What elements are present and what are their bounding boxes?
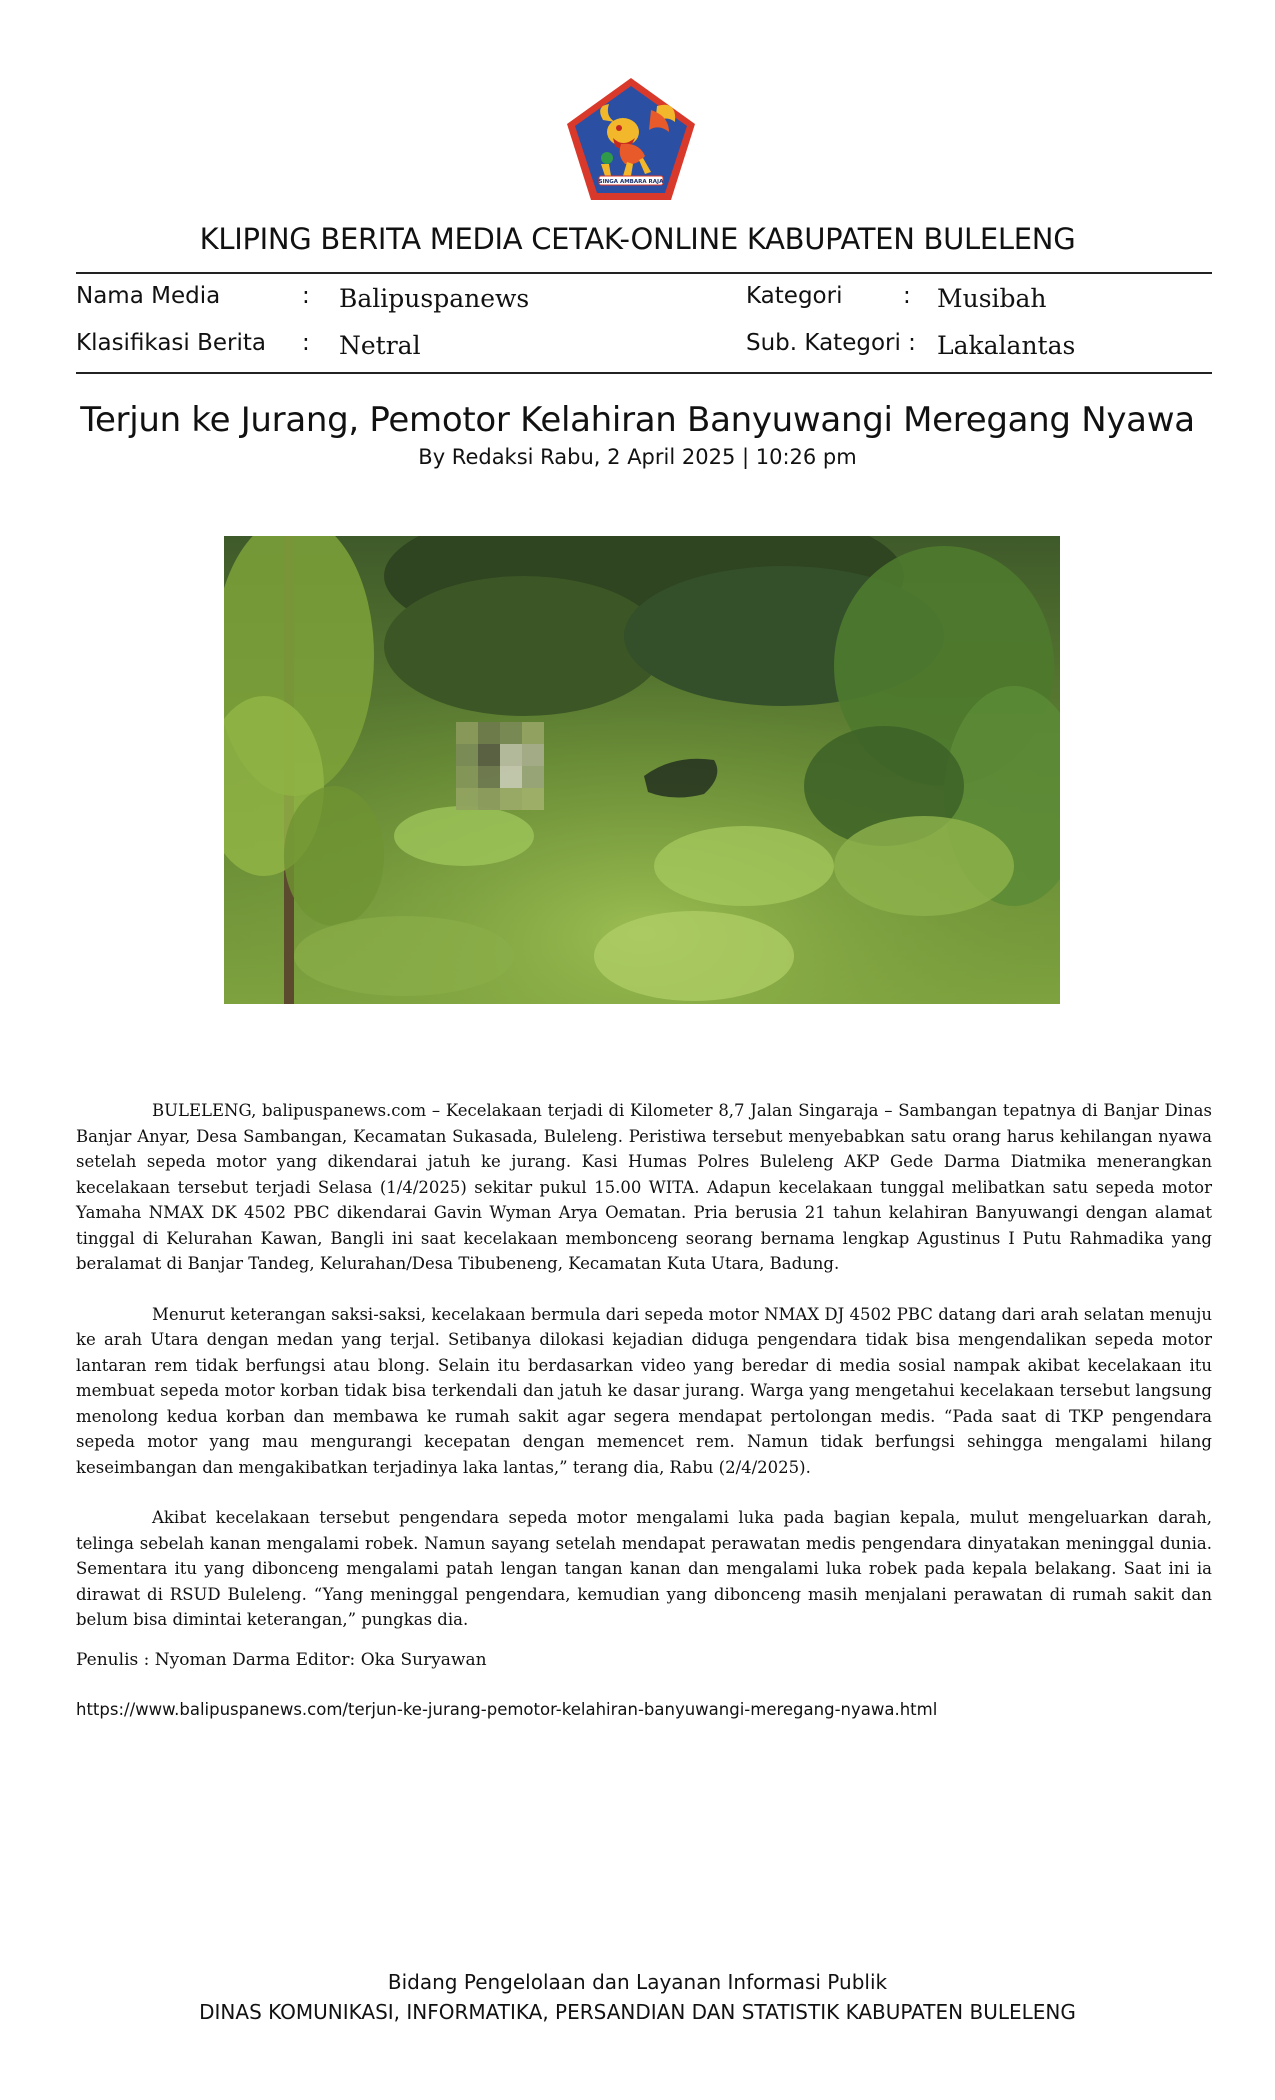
classification-label: Klasifikasi Berita — [76, 330, 267, 356]
accident-scene-photo — [224, 536, 1060, 1004]
category-label: Kategori — [746, 283, 843, 309]
article-paragraph: Akibat kecelakaan tersebut pengendara sepeda motor mengalami luka pada bagian kepala, mulut mengeluarkan darah, telinga sebelah kanan mengalami robek. Namun sayang setelah mendapat perawatan medis pengendara dinyatakan meninggal dunia. Sementara itu yang dibonceng mengalami patah lengan tangan kanan dan mengalami luka robek pada kepala belakang. Saat ini ia dirawat di RSUD Buleleng. “Yang meninggal pengendara, kemudian yang dibonceng masih menjalani perawatan di rumah sakit dan belum bisa dimintai keterangan,” pungkas dia. — [76, 1508, 1212, 1629]
article-body — [76, 1098, 1212, 1658]
media-label: Nama Media — [76, 283, 221, 309]
footer-department: Bidang Pengelolaan dan Layanan Informasi Publik — [387, 1970, 888, 1994]
header-rule-bottom — [76, 372, 1212, 374]
author-credit: Penulis : Nyoman Darma Editor: Oka Suryawan — [76, 1650, 487, 1670]
article-byline: By Redaksi Rabu, 2 April 2025 | 10:26 pm — [418, 445, 857, 469]
subcategory-value: Lakalantas — [937, 331, 1076, 360]
category-colon: : — [903, 283, 911, 309]
subcategory-label: Sub. Kategori : — [746, 330, 916, 356]
classification-value: Netral — [339, 331, 421, 360]
buleleng-emblem-logo — [565, 76, 697, 202]
category-value: Musibah — [937, 284, 1047, 313]
header-rule-top — [76, 272, 1212, 274]
emblem-motto: SINGA AMBARA RAJA — [598, 179, 664, 185]
media-value: Balipuspanews — [339, 284, 530, 313]
media-colon: : — [302, 283, 310, 309]
article-paragraph: Menurut keterangan saksi-saksi, kecelakaan bermula dari sepeda motor NMAX DJ 4502 PBC datang dari arah selatan menuju ke arah Utara dengan medan yang terjal. Setibanya dilokasi kejadian diduga pengendara tidak bisa mengendalikan sepeda motor lantaran rem tidak berfungsi atau blong. Selain itu berdasarkan video yang beredar di media sosial nampak akibat kecelakaan itu membuat sepeda motor korban tidak bisa terkendali dan jatuh ke dasar jurang. Warga yang mengetahui kecelakaan tersebut langsung menolong kedua korban dan membawa ke rumah sakit agar segera mendapat pertolongan medis. “Pada saat di TKP pengendara sepeda motor yang mau mengurangi kecepatan dengan memencet rem. Namun tidak berfungsi sehingga mengalami hilang keseimbangan dan mengakibatkan terjadinya laka lantas,” terang dia, Rabu (2/4/2025). — [76, 1304, 1212, 1477]
footer-agency: DINAS KOMUNIKASI, INFORMATIKA, PERSANDIAN DAN STATISTIK KABUPATEN BULELENG — [199, 2000, 1076, 2024]
classification-colon: : — [302, 330, 310, 356]
article-paragraph: BULELENG, balipuspanews.com – Kecelakaan terjadi di Kilometer 8,7 Jalan Singaraja – Sambangan tepatnya di Banjar Dinas Banjar Anyar, Desa Sambangan, Kecamatan Sukasada, Buleleng. Peristiwa tersebut menyebabkan satu orang harus kehilangan nyawa setelah sepeda motor yang dikendarai jatuh ke jurang. Kasi Humas Polres Buleleng AKP Gede Darma Diatmika menerangkan kecelakaan tersebut terjadi Selasa (1/4/2025) sekitar pukul 15.00 WITA. Adapun kecelakaan tunggal melibatkan satu sepeda motor Yamaha NMAX DK 4502 PBC dikendarai Gavin Wyman Arya Oematan. Pria berusia 21 tahun kelahiran Banyuwangi dengan alamat tinggal di Kelurahan Kawan, Bangli ini saat kecelakaan membonceng seorang bernama lengkap Agustinus I Putu Rahmadika yang beralamat di Banjar Tandeg, Kelurahan/Desa Tibubeneng, Kecamatan Kuta Utara, Badung. — [76, 1101, 1212, 1273]
article-title: Terjun ke Jurang, Pemotor Kelahiran Banyuwangi Meregang Nyawa — [80, 400, 1195, 440]
page-header-title: KLIPING BERITA MEDIA CETAK-ONLINE KABUPATEN BULELENG — [199, 222, 1076, 256]
source-url: https://www.balipuspanews.com/terjun-ke-jurang-pemotor-kelahiran-banyuwangi-meregang-nyawa.html — [76, 1700, 938, 1719]
